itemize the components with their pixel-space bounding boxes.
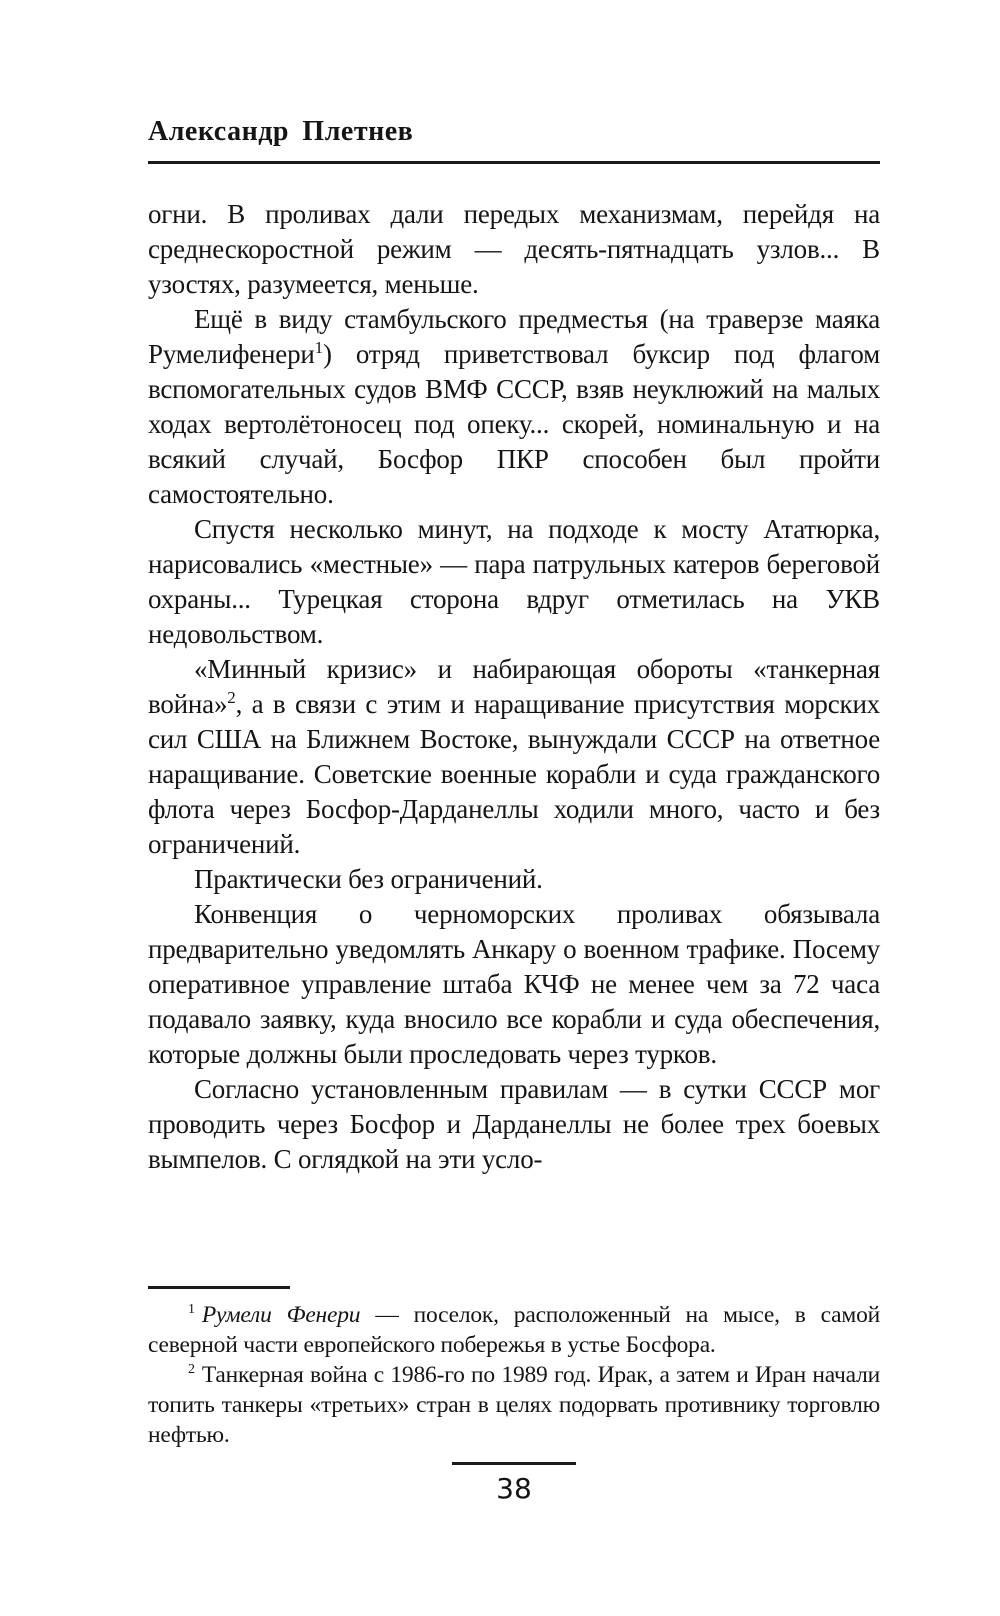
paragraph-7 [148,1072,880,1177]
paragraph-text: Ещё в виду стамбульского предместья (на траверзе маяка Румелифенери [148,304,880,369]
paragraph-1 [148,197,880,302]
paragraph-3 [148,512,880,652]
paragraph-6 [148,897,880,1072]
footnote-ref-2: 2 [227,688,236,707]
footer-divider [452,1462,576,1465]
header-divider [148,161,880,164]
running-head-author: Александр Плетнев [148,116,414,147]
footnote-2 [148,1360,880,1450]
paragraph-text: Спустя несколько минут, на подходе к мосту Ататюрка, нарисовались «местные» — пара патрульных катеров береговой охраны... Турецкая сторона вдруг отметилась на УКВ недовольством. [148,514,880,649]
footnote-term-italic: Румели Фенери [201,1302,361,1328]
paragraph-text: огни. В проливах дали передых механизмам, перейдя на среднескоростной режим — десять-пятнадцать узлов... В узостях, разумеется, меньше. [148,199,880,299]
page-footer [148,1462,880,1505]
paragraph-text: ) отряд приветствовал буксир под флагом вспомогательных судов ВМФ СССР, взяв неуклюжий на малых ходах вертолётоносец под опеку... скорей, номинальную и на всякий случай, Босфор ПКР способен был пройти самостоятельно. [148,339,880,509]
footnote-divider [148,1286,290,1289]
page-number: 38 [496,1472,532,1505]
paragraph-text: Конвенция о черноморских проливах обязывала предварительно уведомлять Анкару о военном трафике. Посему оперативное управление штаба КЧФ не менее чем за 72 часа подавало заявку, куда вносило все корабли и суда обеспечения, которые должны были проследовать через турков. [148,899,880,1069]
footnote-1 [148,1300,880,1360]
paragraph-text: Практически без ограничений. [194,864,543,894]
footnote-marker-2: 2 [188,1362,195,1378]
paragraph-5 [148,862,880,897]
paragraph-4 [148,652,880,862]
footnote-text: Танкерная война с 1986-го по 1989 год. Ирак, а затем и Иран начали топить танкеры «третьих» стран в целях подорвать противнику торговлю нефтью. [148,1362,880,1448]
paragraph-text: «Минный кризис» и набирающая обороты «танкерная война» [148,654,880,719]
paragraph-text: Согласно установленным правилам — в сутки СССР мог проводить через Босфор и Дарданеллы не более трех боевых вымпелов. С оглядкой на эти усло- [148,1074,880,1174]
footnote-marker-1: 1 [188,1302,195,1318]
footnote-ref-1: 1 [314,338,323,357]
page-header [148,116,880,164]
footnote-text: — поселок, расположенный на мысе, в самой северной части европейского побережья в устье Босфора. [148,1302,880,1358]
body-text [148,197,880,1177]
footnotes-section [148,1286,880,1450]
paragraph-text: , а в связи с этим и наращивание присутствия морских сил США на Ближнем Востоке, вынуждали СССР на ответное наращивание. Советские военные корабли и суда гражданского флота через Босфор-Дарданеллы ходили много, часто и без ограничений. [148,689,880,859]
paragraph-2 [148,302,880,512]
